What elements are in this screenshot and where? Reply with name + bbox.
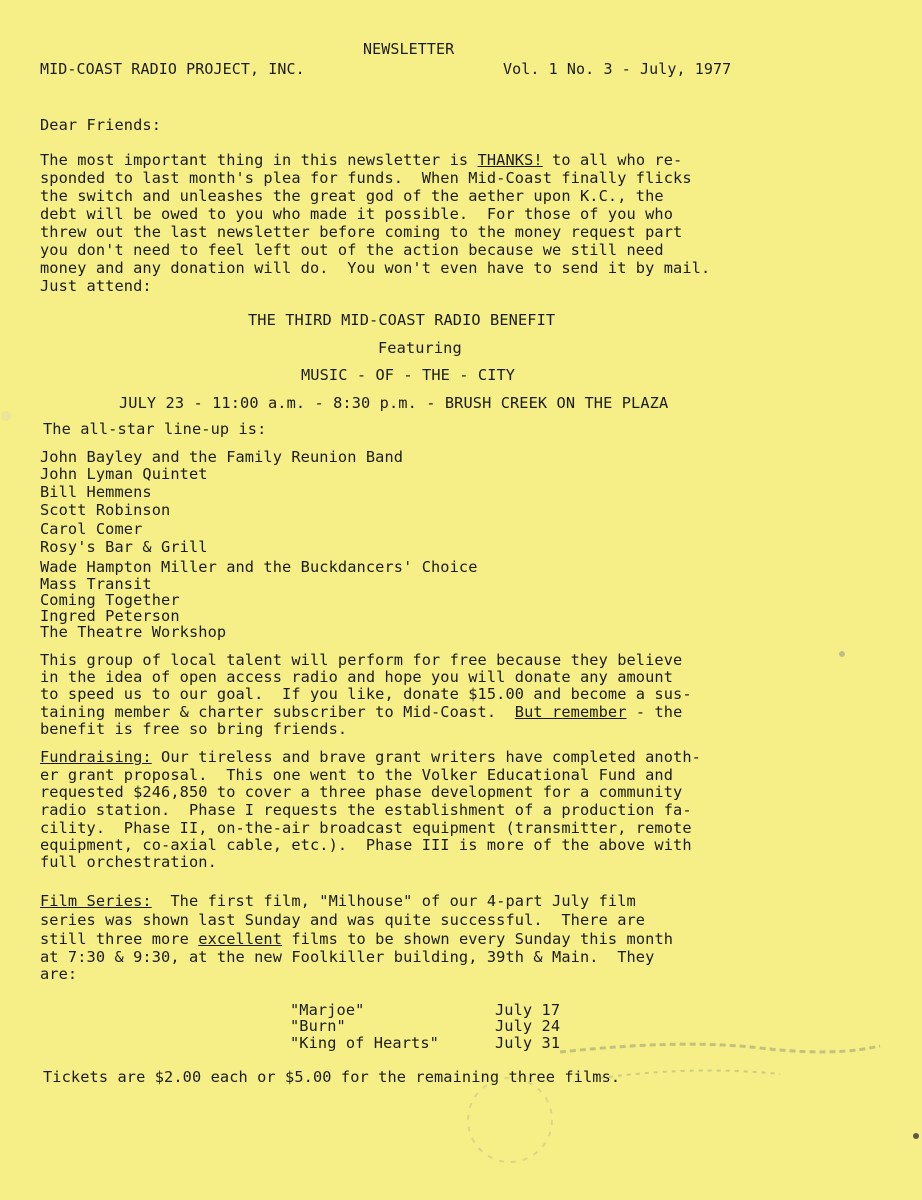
benefit-featuring: Featuring xyxy=(378,339,462,357)
film-title: "King of Hearts" xyxy=(290,1034,439,1052)
talent-text: taining member & charter subscriber to Mid-Coast. xyxy=(40,703,515,721)
salutation: Dear Friends: xyxy=(40,116,162,134)
lineup-performer: Mass Transit xyxy=(40,575,152,593)
fundraising-text: Our tireless and brave grant writers have completed anoth- xyxy=(151,748,701,766)
talent-line: benefit is free so bring friends. xyxy=(40,720,348,738)
intro-line: money and any donation will do. You won't even have to send it by mail. xyxy=(40,259,711,277)
benefit-name: MUSIC - OF - THE - CITY xyxy=(301,366,516,384)
films-text: still three more xyxy=(40,930,199,948)
lineup-performer: Wade Hampton Miller and the Buckdancers' Choice xyxy=(40,558,478,576)
lineup-performer: Scott Robinson xyxy=(40,501,171,519)
films-heading: Film Series: xyxy=(40,892,152,910)
lineup-performer: John Bayley and the Family Reunion Band xyxy=(40,448,404,466)
lineup-performer: The Theatre Workshop xyxy=(40,623,227,641)
fundraising-heading: Fundraising: xyxy=(40,748,152,766)
benefit-title: THE THIRD MID-COAST RADIO BENEFIT xyxy=(248,311,556,329)
intro-line: threw out the last newsletter before coming to the money request part xyxy=(40,223,683,241)
intro-line: debt will be owed to you who made it possible. For those of you who xyxy=(40,205,674,223)
intro-line: sponded to last month's plea for funds. When Mid-Coast finally flicks xyxy=(40,169,692,187)
excellent-emphasis: excellent xyxy=(198,930,283,948)
intro-line-1 xyxy=(40,152,682,169)
benefit-when-where: JULY 23 - 11:00 a.m. - 8:30 p.m. - BRUSH CREEK ON THE PLAZA xyxy=(119,394,669,412)
films-line: series was shown last Sunday and was quite successful. There are xyxy=(40,911,646,929)
fundraising-line: full orchestration. xyxy=(40,853,217,871)
films-line: at 7:30 & 9:30, at the new Foolkiller building, 39th & Main. They xyxy=(40,948,655,966)
intro-line: Just attend: xyxy=(40,277,152,295)
talent-line: to speed us to our goal. If you like, donate $15.00 and become a sus- xyxy=(40,685,692,703)
talent-line-4 xyxy=(40,704,682,721)
fundraising-line: er grant proposal. This one went to the Volker Educational Fund and xyxy=(40,766,674,784)
film-date: July 31 xyxy=(495,1034,561,1052)
films-line-3 xyxy=(40,931,673,948)
lineup-performer: John Lyman Quintet xyxy=(40,465,208,483)
films-line: are: xyxy=(40,965,78,983)
lineup-performer: Rosy's Bar & Grill xyxy=(40,538,208,556)
film-date: July 17 xyxy=(495,1001,561,1019)
lineup-performer: Bill Hemmens xyxy=(40,483,152,501)
lineup-intro: The all-star line-up is: xyxy=(43,420,267,438)
films-line-1 xyxy=(40,893,636,910)
fundraising-line: radio station. Phase I requests the establishment of a production fa- xyxy=(40,801,692,819)
talent-line: This group of local talent will perform for free because they believe xyxy=(40,651,683,669)
newsletter-label: NEWSLETTER xyxy=(363,40,455,58)
intro-line: the switch and unleashes the great god of the aether upon K.C., the xyxy=(40,187,664,205)
talent-line: in the idea of open access radio and hope you will donate any amount xyxy=(40,668,674,686)
fundraising-line: equipment, co-axial cable, etc.). Phase III is more of the above with xyxy=(40,836,692,854)
talent-text: - the xyxy=(626,703,683,721)
remember-emphasis: But remember xyxy=(514,703,627,721)
intro-text: to all who re- xyxy=(542,151,683,169)
film-date: July 24 xyxy=(495,1017,561,1035)
film-title: "Marjoe" xyxy=(290,1001,365,1019)
lineup-performer: Carol Comer xyxy=(40,520,143,538)
fundraising-line: cility. Phase II, on-the-air broadcast equipment (transmitter, remote xyxy=(40,819,692,837)
films-text: films to be shown every Sunday this month xyxy=(282,930,674,948)
lineup-performer: Coming Together xyxy=(40,591,180,609)
fundraising-line-1 xyxy=(40,749,701,766)
lineup-performer: Ingred Peterson xyxy=(40,607,180,625)
film-title: "Burn" xyxy=(290,1017,346,1035)
intro-line: you don't need to feel left out of the action because we still need xyxy=(40,241,664,259)
tickets-info: Tickets are $2.00 each or $5.00 for the remaining three films. xyxy=(43,1068,621,1086)
fundraising-line: requested $246,850 to cover a three phase development for a community xyxy=(40,783,683,801)
org-name: MID-COAST RADIO PROJECT, INC. xyxy=(40,60,305,78)
thanks-emphasis: THANKS! xyxy=(477,151,543,169)
intro-text: The most important thing in this newsletter is xyxy=(40,151,478,169)
films-text: The first film, "Milhouse" of our 4-part July film xyxy=(151,892,636,910)
issue-info: Vol. 1 No. 3 - July, 1977 xyxy=(503,60,732,78)
